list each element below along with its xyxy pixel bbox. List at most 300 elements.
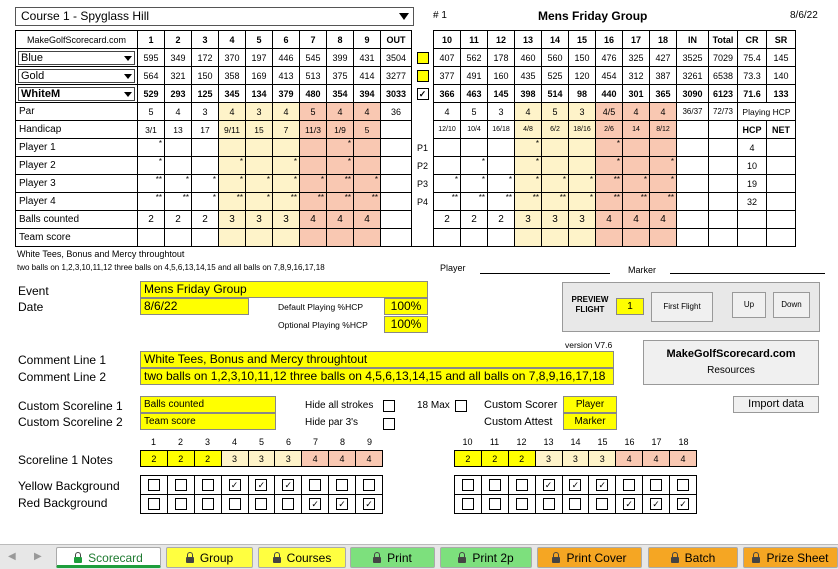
red-bg-checkbox[interactable] — [229, 498, 241, 510]
score-cell[interactable]: ** — [300, 193, 327, 211]
tab-print[interactable] — [350, 547, 435, 568]
yellow-bg-checkbox[interactable] — [677, 479, 689, 491]
score-cell[interactable]: ** — [596, 193, 623, 211]
team-cell[interactable] — [327, 229, 354, 247]
score-cell[interactable]: * — [434, 175, 461, 193]
score-cell[interactable]: * — [138, 157, 165, 175]
yardage-cell: 150 — [192, 67, 219, 85]
player-short: P4 — [412, 193, 434, 211]
player-total[interactable] — [709, 175, 738, 193]
player-net — [767, 139, 796, 157]
yardage-cell: 529 — [138, 85, 165, 103]
tab-print-2p[interactable] — [440, 547, 532, 568]
preview-flight-field[interactable]: 1 — [616, 298, 644, 315]
notes-hole-number: 15 — [597, 437, 608, 447]
score-cell[interactable] — [273, 139, 300, 157]
score-cell[interactable] — [488, 139, 515, 157]
lock-icon — [671, 557, 679, 563]
player-total[interactable] — [709, 157, 738, 175]
resources-button[interactable] — [643, 340, 819, 385]
yellow-bg-checkbox[interactable] — [309, 479, 321, 491]
score-cell[interactable] — [300, 157, 327, 175]
red-bg-checkbox-cell — [616, 495, 643, 514]
out-yardage: 3033 — [381, 85, 412, 103]
player-in[interactable] — [677, 139, 709, 157]
preview-flight-panel — [562, 282, 820, 332]
par-cell: 3 — [192, 103, 219, 121]
tab-scorecard[interactable] — [56, 547, 161, 568]
team-cell[interactable] — [596, 229, 623, 247]
in-yardage: 3090 — [677, 85, 709, 103]
score-cell[interactable]: ** — [488, 193, 515, 211]
yardage-cell: 560 — [542, 49, 569, 67]
score-cell[interactable] — [650, 139, 677, 157]
handicap-cell: 15 — [246, 121, 273, 139]
score-cell[interactable] — [192, 139, 219, 157]
balls-cell: 3 — [246, 211, 273, 229]
red-bg-checkbox[interactable] — [202, 498, 214, 510]
yellow-bg-checkbox[interactable]: ✓ — [229, 479, 241, 491]
tee-select[interactable] — [16, 49, 138, 67]
first-flight-button[interactable]: First Flight — [651, 292, 713, 322]
hole-header: 9 — [354, 31, 381, 49]
score-cell[interactable] — [354, 157, 381, 175]
score-cell[interactable] — [192, 157, 219, 175]
up-button[interactable]: Up — [732, 292, 766, 318]
score-cell[interactable] — [434, 139, 461, 157]
yardage-cell: 431 — [354, 49, 381, 67]
score-cell[interactable] — [219, 139, 246, 157]
score-cell[interactable] — [165, 157, 192, 175]
red-bg-checkbox[interactable]: ✓ — [623, 498, 635, 510]
yellow-bg-checkbox[interactable] — [202, 479, 214, 491]
yellow-bg-checkbox-cell — [670, 476, 697, 495]
team-cell[interactable] — [461, 229, 488, 247]
red-bg-checkbox[interactable] — [489, 498, 501, 510]
score-cell[interactable]: * — [542, 175, 569, 193]
red-bg-checkbox-cell — [329, 495, 356, 514]
total-yardage: 7029 — [709, 49, 738, 67]
score-cell[interactable]: * — [219, 175, 246, 193]
player-out[interactable] — [381, 193, 412, 211]
yardage-cell: 414 — [354, 67, 381, 85]
max18-label: 18 Max — [417, 400, 450, 411]
tee-select-box[interactable] — [18, 69, 135, 83]
yardage-cell: 370 — [219, 49, 246, 67]
yellow-bg-checkbox-cell — [508, 476, 535, 495]
optional-pct-label: Optional Playing %HCP — [278, 320, 368, 330]
notes-hole-number: 2 — [177, 437, 183, 447]
balls-cell: 4 — [650, 211, 677, 229]
empty-cell — [677, 211, 709, 229]
default-pct-field[interactable]: 100% — [384, 298, 428, 315]
score-cell[interactable]: ** — [354, 193, 381, 211]
empty-cell — [709, 121, 738, 139]
score-cell[interactable] — [300, 139, 327, 157]
tee-name: Gold — [21, 69, 45, 82]
player-sign-label: Player — [440, 263, 466, 273]
yellow-bg-checkbox[interactable]: ✓ — [569, 479, 581, 491]
notes-cell[interactable]: 3 — [275, 451, 302, 467]
import-data-button[interactable]: Import data — [733, 396, 819, 413]
comment1-field[interactable]: White Tees, Bonus and Mercy throughtout — [140, 351, 614, 368]
score-cell[interactable]: * — [569, 193, 596, 211]
score-cell[interactable]: * — [461, 157, 488, 175]
score-cell[interactable]: * — [246, 175, 273, 193]
red-bg-checkbox[interactable]: ✓ — [677, 498, 689, 510]
team-cell[interactable] — [138, 229, 165, 247]
cs2-field[interactable]: Team score — [140, 413, 276, 430]
empty-cell — [677, 121, 709, 139]
course-rating: 71.6 — [738, 85, 767, 103]
balls-cell: 3 — [542, 211, 569, 229]
score-cell[interactable]: * — [461, 175, 488, 193]
score-cell[interactable]: ** — [596, 175, 623, 193]
score-cell[interactable] — [246, 139, 273, 157]
in-header: IN — [677, 31, 709, 49]
yellow-bg-checkbox[interactable] — [363, 479, 375, 491]
red-bg-checkbox[interactable]: ✓ — [650, 498, 662, 510]
team-cell[interactable] — [165, 229, 192, 247]
yellow-bg-checkbox-cell — [329, 476, 356, 495]
red-bg-checkbox[interactable] — [569, 498, 581, 510]
score-cell[interactable] — [623, 157, 650, 175]
handicap-cell: 13 — [165, 121, 192, 139]
custom-scorer-label: Custom Scorer — [484, 399, 558, 411]
hide-par3-checkbox[interactable] — [383, 418, 395, 430]
score-cell[interactable]: * — [515, 139, 542, 157]
hole-header: 4 — [219, 31, 246, 49]
custom-scorer-field[interactable]: Player — [563, 396, 617, 413]
par-cell: 4 — [650, 103, 677, 121]
yellow-bg-checkbox[interactable]: ✓ — [543, 479, 555, 491]
score-cell[interactable]: ** — [461, 193, 488, 211]
course-rating: 73.3 — [738, 67, 767, 85]
score-cell[interactable]: ** — [138, 193, 165, 211]
team-cell[interactable] — [515, 229, 542, 247]
chevron-down-icon — [124, 56, 132, 61]
hide-strokes-label: Hide all strokes — [305, 400, 374, 411]
date-field[interactable]: 8/6/22 — [140, 298, 249, 315]
notes-cell[interactable]: 2 — [167, 451, 194, 467]
score-cell[interactable]: * — [596, 157, 623, 175]
notes-hole-number: 17 — [651, 437, 662, 447]
yardage-cell: 595 — [138, 49, 165, 67]
notes-cell[interactable]: 3 — [221, 451, 248, 467]
comment2-field[interactable]: two balls on 1,2,3,10,11,12 three balls on 4,5,6,13,14,15 and all balls on 7,8,9,16,17,18 — [140, 368, 614, 385]
red-bg-checkbox[interactable]: ✓ — [309, 498, 321, 510]
score-cell[interactable] — [354, 139, 381, 157]
score-cell[interactable]: ** — [623, 193, 650, 211]
score-cell[interactable]: * — [650, 175, 677, 193]
team-cell[interactable] — [488, 229, 515, 247]
hole-header: 6 — [273, 31, 300, 49]
yardage-cell: 394 — [354, 85, 381, 103]
yellow-bg-checkbox[interactable] — [489, 479, 501, 491]
score-cell[interactable]: * — [192, 175, 219, 193]
score-cell[interactable]: ** — [327, 175, 354, 193]
notes-cell[interactable]: 3 — [589, 451, 616, 467]
score-cell[interactable]: ** — [434, 193, 461, 211]
yellow-bg-checkbox-cell — [194, 476, 221, 495]
par-cell: 3 — [569, 103, 596, 121]
handicap-cell: 6/2 — [542, 121, 569, 139]
down-button[interactable]: Down — [773, 292, 810, 318]
team-cell[interactable] — [246, 229, 273, 247]
score-cell[interactable] — [246, 157, 273, 175]
score-cell[interactable] — [488, 157, 515, 175]
yellow-bg-checkbox-cell — [248, 476, 275, 495]
player-out[interactable] — [381, 157, 412, 175]
tee-name: Blue — [21, 51, 44, 64]
yellow-bg-checkbox[interactable] — [148, 479, 160, 491]
notes-cell[interactable]: 2 — [481, 451, 508, 467]
notes-hole-number: 5 — [258, 437, 264, 447]
score-cell[interactable]: * — [300, 175, 327, 193]
score-cell[interactable] — [461, 139, 488, 157]
course-select[interactable] — [15, 7, 414, 26]
score-cell[interactable]: * — [515, 157, 542, 175]
tab-prize-sheet[interactable] — [743, 547, 838, 568]
red-bg-checkbox[interactable] — [175, 498, 187, 510]
score-cell[interactable]: * — [138, 139, 165, 157]
cs1-field[interactable]: Balls counted — [140, 396, 276, 413]
yellow-bg-checkbox[interactable] — [462, 479, 474, 491]
notes-cell[interactable]: 3 — [562, 451, 589, 467]
notes-cell[interactable]: 3 — [535, 451, 562, 467]
hole-number: # 1 — [433, 10, 447, 21]
tab-scroll-right-icon[interactable]: ▶ — [34, 551, 42, 562]
team-cell[interactable] — [273, 229, 300, 247]
tee-select[interactable] — [16, 85, 138, 103]
yellow-bg-checkbox[interactable] — [175, 479, 187, 491]
yardage-cell: 545 — [300, 49, 327, 67]
empty-cell — [738, 229, 767, 247]
custom-attest-label: Custom Attest — [484, 416, 553, 428]
yellow-bg-checkbox[interactable]: ✓ — [282, 479, 294, 491]
score-cell[interactable]: * — [219, 157, 246, 175]
par-cell: 4 — [273, 103, 300, 121]
notes-cell[interactable]: 2 — [508, 451, 535, 467]
yellow-bg-checkbox[interactable] — [336, 479, 348, 491]
hide-strokes-checkbox[interactable] — [383, 400, 395, 412]
tee-select-box[interactable] — [18, 51, 135, 65]
tab-scroll-left-icon[interactable]: ◀ — [8, 551, 16, 562]
hole-header: 10 — [434, 31, 461, 49]
net-header: NET — [767, 121, 796, 139]
notes-cell[interactable]: 4 — [670, 451, 697, 467]
tee-checkbox[interactable] — [417, 52, 429, 64]
tab-print-cover[interactable] — [537, 547, 642, 568]
red-bg-checkbox[interactable]: ✓ — [336, 498, 348, 510]
hole-header: 15 — [569, 31, 596, 49]
player-name: Player 4 — [16, 193, 138, 211]
red-bg-checkbox-cell — [221, 495, 248, 514]
score-cell[interactable]: * — [596, 139, 623, 157]
player-hcp: 10 — [738, 157, 767, 175]
sr-header: SR — [767, 31, 796, 49]
player-in[interactable] — [677, 157, 709, 175]
max18-checkbox[interactable] — [455, 400, 467, 412]
tab-group[interactable] — [166, 547, 253, 568]
tee-select[interactable] — [16, 67, 138, 85]
notes-cell[interactable]: 4 — [329, 451, 356, 467]
red-bg-checkbox-cell — [141, 495, 168, 514]
score-cell[interactable]: * — [569, 175, 596, 193]
date-label: Date — [18, 300, 44, 314]
empty-cell — [381, 211, 412, 229]
team-cell[interactable] — [219, 229, 246, 247]
score-cell[interactable] — [569, 157, 596, 175]
yardage-cell: 514 — [542, 85, 569, 103]
score-cell[interactable] — [165, 139, 192, 157]
score-cell[interactable]: ** — [542, 193, 569, 211]
score-cell[interactable]: * — [192, 193, 219, 211]
score-cell[interactable]: * — [273, 175, 300, 193]
score-cell[interactable]: * — [650, 157, 677, 175]
par-total: 72/73 — [709, 103, 738, 121]
red-bg-label: Red Background — [18, 496, 108, 510]
player-out[interactable] — [381, 139, 412, 157]
yardage-cell: 427 — [650, 49, 677, 67]
score-cell[interactable]: ** — [515, 193, 542, 211]
team-cell[interactable] — [354, 229, 381, 247]
score-cell[interactable]: ** — [219, 193, 246, 211]
team-cell[interactable] — [434, 229, 461, 247]
tee-checkbox[interactable]: ✓ — [417, 88, 429, 100]
yellow-bg-checkbox[interactable]: ✓ — [596, 479, 608, 491]
notes-cell[interactable]: 4 — [356, 451, 383, 467]
score-cell[interactable]: * — [515, 175, 542, 193]
team-cell[interactable] — [542, 229, 569, 247]
optional-pct-field[interactable]: 100% — [384, 316, 428, 333]
par-cell: 4 — [327, 103, 354, 121]
score-cell[interactable] — [569, 139, 596, 157]
red-bg-checkbox[interactable] — [282, 498, 294, 510]
yardage-cell: 399 — [327, 49, 354, 67]
bg-back-table — [454, 475, 697, 514]
score-cell[interactable]: ** — [327, 193, 354, 211]
score-cell[interactable] — [434, 157, 461, 175]
team-cell[interactable] — [300, 229, 327, 247]
bg-front-table — [140, 475, 383, 514]
notes-cell[interactable]: 4 — [616, 451, 643, 467]
yellow-bg-checkbox-cell — [535, 476, 562, 495]
yardage-cell: 562 — [461, 49, 488, 67]
red-bg-checkbox-cell — [562, 495, 589, 514]
hole-header: 14 — [542, 31, 569, 49]
score-cell[interactable]: * — [246, 193, 273, 211]
yellow-bg-checkbox-cell — [643, 476, 670, 495]
yardage-cell: 365 — [650, 85, 677, 103]
score-cell[interactable]: ** — [165, 193, 192, 211]
score-cell[interactable]: * — [623, 175, 650, 193]
comment1-label: Comment Line 1 — [18, 353, 107, 367]
custom-attest-field[interactable]: Marker — [563, 413, 617, 430]
player-total[interactable] — [709, 193, 738, 211]
player-short: P3 — [412, 175, 434, 193]
yellow-bg-checkbox[interactable] — [650, 479, 662, 491]
yellow-bg-checkbox-cell — [167, 476, 194, 495]
hole-header: 18 — [650, 31, 677, 49]
tab-batch[interactable] — [648, 547, 738, 568]
score-cell[interactable]: ** — [138, 175, 165, 193]
notes-cell[interactable]: 3 — [248, 451, 275, 467]
team-cell[interactable] — [192, 229, 219, 247]
team-cell[interactable] — [650, 229, 677, 247]
footer-line-1: White Tees, Bonus and Mercy throughtout — [17, 249, 185, 259]
player-total[interactable] — [709, 139, 738, 157]
tab-label: Batch — [684, 551, 716, 565]
team-cell[interactable] — [623, 229, 650, 247]
notes-cell[interactable]: 4 — [643, 451, 670, 467]
red-bg-checkbox[interactable] — [148, 498, 160, 510]
player-hcp: 19 — [738, 175, 767, 193]
score-cell[interactable]: ** — [650, 193, 677, 211]
red-bg-checkbox[interactable] — [596, 498, 608, 510]
score-cell[interactable]: * — [354, 175, 381, 193]
red-bg-checkbox-cell — [275, 495, 302, 514]
yardage-cell: 325 — [623, 49, 650, 67]
player-out[interactable] — [381, 175, 412, 193]
notes-hole-number: 10 — [462, 437, 473, 447]
player-in[interactable] — [677, 193, 709, 211]
red-bg-checkbox[interactable] — [255, 498, 267, 510]
tab-courses[interactable] — [258, 547, 346, 568]
notes-hole-number: 3 — [204, 437, 210, 447]
score-cell[interactable]: * — [327, 157, 354, 175]
red-bg-checkbox[interactable] — [516, 498, 528, 510]
yardage-cell: 564 — [138, 67, 165, 85]
tee-checkbox[interactable] — [417, 70, 429, 82]
score-cell[interactable] — [623, 139, 650, 157]
player-in[interactable] — [677, 175, 709, 193]
tee-name: WhiteM — [21, 87, 61, 100]
red-bg-checkbox-cell — [302, 495, 329, 514]
score-cell[interactable] — [542, 139, 569, 157]
score-cell[interactable]: * — [488, 175, 515, 193]
red-bg-checkbox[interactable] — [543, 498, 555, 510]
notes-cell[interactable]: 2 — [455, 451, 482, 467]
score-cell[interactable]: ** — [273, 193, 300, 211]
tee-select-box[interactable] — [18, 87, 135, 101]
yellow-bg-checkbox[interactable]: ✓ — [255, 479, 267, 491]
score-cell[interactable]: * — [273, 157, 300, 175]
red-bg-checkbox[interactable] — [462, 498, 474, 510]
site-label: MakeGolfScorecard.com — [16, 31, 138, 49]
balls-cell: 3 — [219, 211, 246, 229]
handicap-cell: 16/18 — [488, 121, 515, 139]
red-bg-checkbox[interactable]: ✓ — [363, 498, 375, 510]
score-cell[interactable] — [542, 157, 569, 175]
yellow-bg-checkbox[interactable] — [516, 479, 528, 491]
team-cell[interactable] — [569, 229, 596, 247]
yardage-cell: 375 — [327, 67, 354, 85]
empty-cell — [767, 211, 796, 229]
score-cell[interactable]: * — [165, 175, 192, 193]
red-bg-checkbox-cell — [670, 495, 697, 514]
notes-cell[interactable]: 2 — [194, 451, 221, 467]
notes-cell[interactable]: 2 — [141, 451, 168, 467]
par-cell: 5 — [542, 103, 569, 121]
event-field[interactable]: Mens Friday Group — [140, 281, 428, 298]
score-cell[interactable]: * — [327, 139, 354, 157]
par-cell: 5 — [300, 103, 327, 121]
yellow-bg-checkbox[interactable] — [623, 479, 635, 491]
yardage-cell: 491 — [461, 67, 488, 85]
notes-cell[interactable]: 4 — [302, 451, 329, 467]
notes-hole-number: 14 — [570, 437, 581, 447]
